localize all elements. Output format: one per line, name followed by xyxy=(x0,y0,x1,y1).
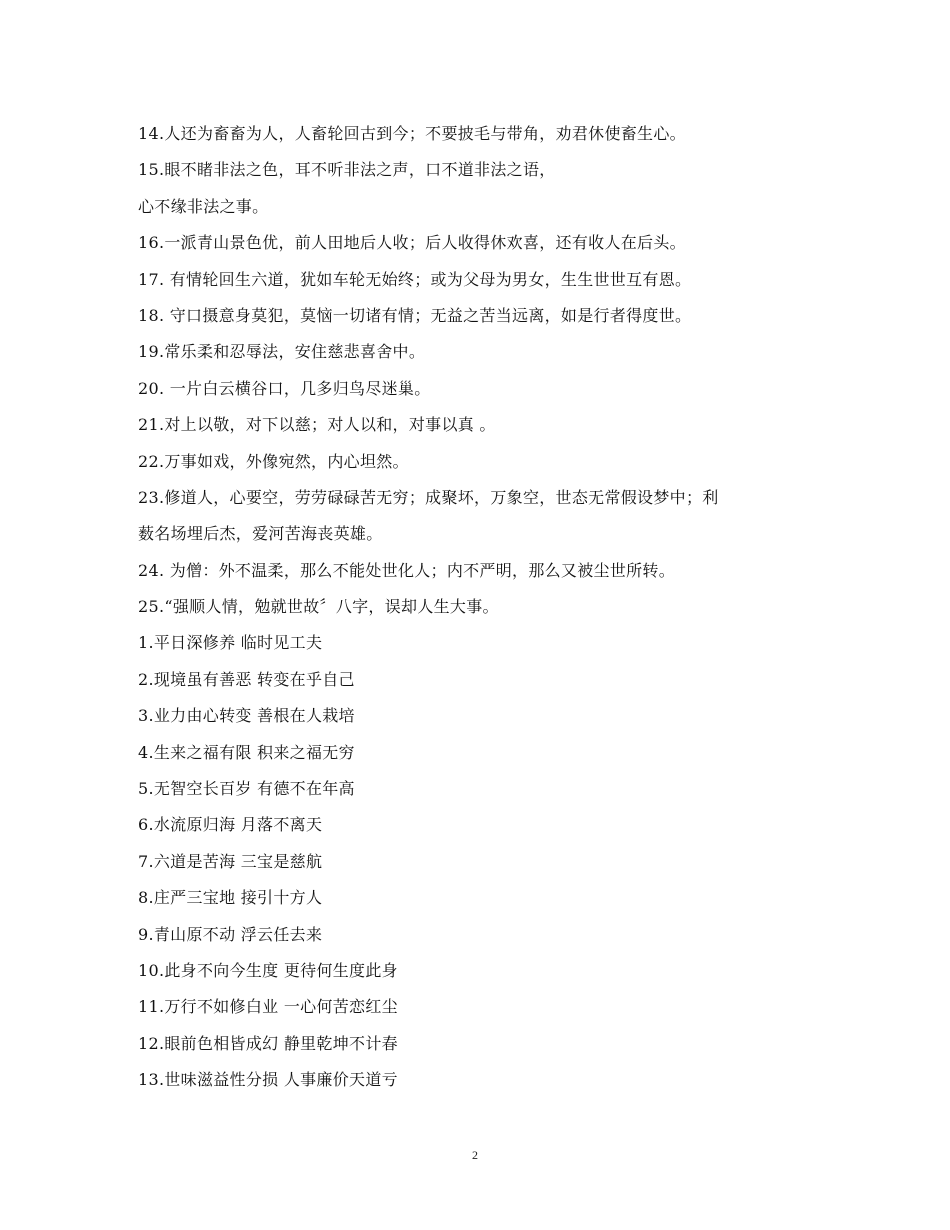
page-number: 2 xyxy=(472,1148,478,1162)
text-line: 9.青山原不动 浮云任去来 xyxy=(138,924,323,944)
text-line: 1.平日深修养 临时见工夫 xyxy=(138,633,323,653)
text-line: 23.修道人，心要空，劳劳碌碌苦无穷；成聚坏，万象空，世态无常假设梦中；利 xyxy=(138,487,719,507)
document-body xyxy=(138,116,818,1099)
text-line: 心不缘非法之事。 xyxy=(138,196,269,216)
text-line: 21.对上以敬，对下以慈；对人以和，对事以真 。 xyxy=(138,415,496,435)
text-line: 7.六道是苦海 三宝是慈航 xyxy=(138,851,323,871)
text-line: 4.生来之福有限 积来之福无穷 xyxy=(138,742,355,762)
text-line: 6.水流原归海 月落不离天 xyxy=(138,815,323,835)
text-line: 20. 一片白云横谷口，几多归鸟尽迷巢。 xyxy=(138,378,431,398)
text-line: 15.眼不睹非法之色，耳不听非法之声，口不道非法之语， xyxy=(138,160,556,180)
text-line: 8.庄严三宝地 接引十方人 xyxy=(138,888,323,908)
text-line: 薮名场埋后杰，爱河苦海丧英雄。 xyxy=(138,524,383,544)
text-line: 25.“强顺人情，勉就世故〞八字，误却人生大事。 xyxy=(138,597,499,617)
text-line: 22.万事如戏，外像宛然，内心坦然。 xyxy=(138,451,409,471)
text-line: 17. 有情轮回生六道，犹如车轮无始终；或为父母为男女，生生世世互有恩。 xyxy=(138,269,692,289)
text-line: 10.此身不向今生度 更待何生度此身 xyxy=(138,960,398,980)
text-line: 24. 为僧：外不温柔，那么不能处世化人；内不严明，那么又被尘世所转。 xyxy=(138,560,676,580)
text-line: 11.万行不如修白业 一心何苦恋红尘 xyxy=(138,997,398,1017)
text-line: 18. 守口摄意身莫犯，莫恼一切诸有情；无益之苦当远离，如是行者得度世。 xyxy=(138,305,692,325)
text-line: 16.一派青山景色优，前人田地后人收；后人收得休欢喜，还有收人在后头。 xyxy=(138,233,686,253)
text-line: 14.人还为畜畜为人，人畜轮回古到今；不要披毛与带角，劝君休使畜生心。 xyxy=(138,124,686,143)
text-line: 2.现境虽有善恶 转变在乎自己 xyxy=(138,669,355,689)
text-line: 13.世味滋益性分损 人事廉价天道亏 xyxy=(138,1070,398,1090)
text-line: 12.眼前色相皆成幻 静里乾坤不计春 xyxy=(138,1033,398,1053)
text-line: 5.无智空长百岁 有德不在年高 xyxy=(138,779,355,799)
text-line: 3.业力由心转变 善根在人栽培 xyxy=(138,706,355,726)
text-line: 19.常乐柔和忍辱法，安住慈悲喜舍中。 xyxy=(138,342,426,362)
